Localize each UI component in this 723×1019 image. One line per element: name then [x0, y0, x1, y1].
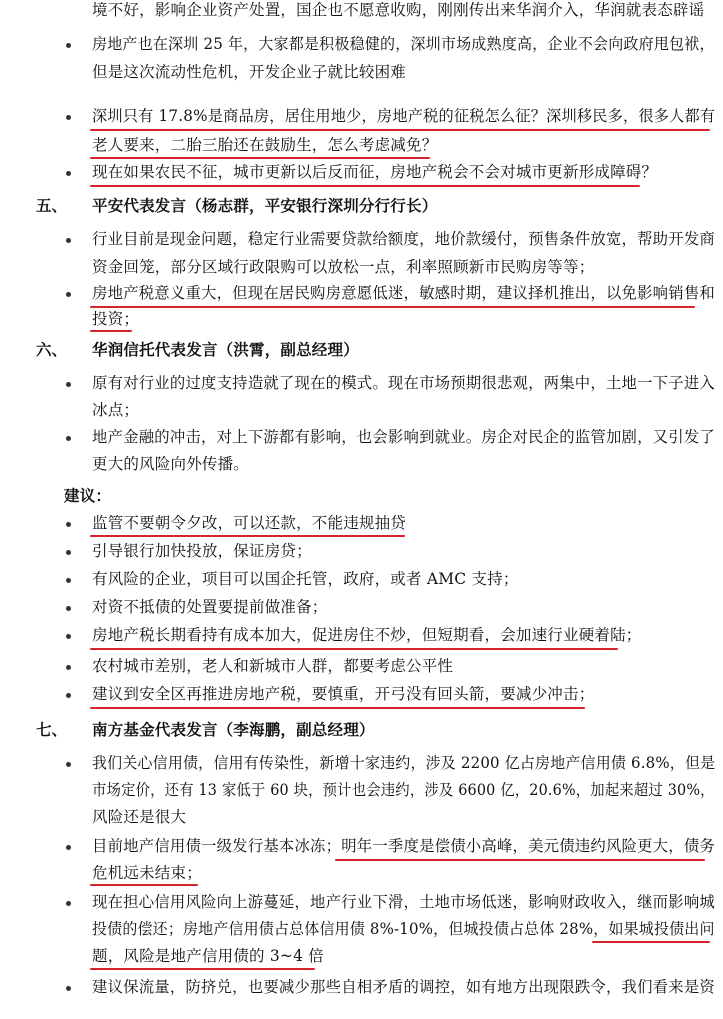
text-line: 投债的偿还；房地产信用债占总体信用债 8%-10%，但城投债占总体 28%，如果城投债出问: [92, 920, 715, 938]
bullet-icon: [66, 606, 71, 611]
section-number: 七、: [36, 720, 68, 739]
text-line: 但是这次流动性危机，开发企业子就比较困难: [92, 63, 407, 81]
bullet-icon: [66, 550, 71, 555]
text-line: 风险还是很大: [92, 808, 187, 826]
text-line: 深圳只有 17.8%是商品房，居住用地少，房地产税的征税怎么征？深圳移民多，很多人都有: [92, 107, 716, 125]
bullet-icon: [66, 115, 71, 120]
red-underline: [90, 884, 198, 886]
bullet-icon: [66, 901, 71, 906]
red-underline: [90, 306, 695, 308]
text-line: 境不好，影响企业资产处置，国企也不愿意收购，刚刚传出来华润介入，华润就表态辟谣: [92, 1, 705, 19]
text-line: 地产金融的冲击，对上下游都有影响，也会影响到就业。房企对民企的监管加剧，又引发了: [92, 428, 715, 446]
bullet-icon: [66, 292, 71, 297]
bullet-icon: [66, 522, 71, 527]
text-line: 有风险的企业，项目可以国企托管，政府，或者 AMC 支持；: [92, 570, 519, 588]
text-line: 监管不要朝令夕改，可以还款，不能违规抽贷: [92, 514, 407, 532]
text-line: 房地产也在深圳 25 年，大家都是积极稳健的，深圳市场成熟度高，企业不会向政府甩包袱，: [92, 35, 715, 53]
section-number: 五、: [36, 196, 68, 215]
bullet-icon: [66, 382, 71, 387]
section-heading: 平安代表发言（杨志群，平安银行深圳分行行长）: [92, 196, 438, 215]
bullet-icon: [66, 634, 71, 639]
text-line: 房地产税意义重大，但现在居民购房意愿低迷，敏感时期，建议择机推出，以免影响销售和: [92, 284, 715, 302]
red-underline: [90, 648, 618, 650]
bullet-icon: [66, 578, 71, 583]
bullet-icon: [66, 436, 71, 441]
text-line: 现在如果农民不征，城市更新以后反而征，房地产税会不会对城市更新形成障碍？: [92, 163, 658, 181]
text-line: 投资；: [92, 310, 140, 328]
text-line: 题，风险是地产信用债的 3~4 倍: [92, 947, 324, 965]
bullet-icon: [66, 693, 71, 698]
red-underline: [90, 330, 132, 332]
bullet-icon: [66, 238, 71, 243]
text-line: 建议到安全区再推进房地产税，要慎重，开弓没有回头箭，要减少冲击；: [92, 685, 595, 703]
red-underline: [90, 157, 430, 159]
text-line: 市场定价，还有 13 家低于 60 块，预计也会违约，涉及 6600 亿，20.6%，加起来超过 30%，: [92, 781, 715, 799]
red-underline: [90, 535, 405, 537]
text-line: 更大的风险向外传播。: [92, 455, 250, 473]
text-line: 现在担心信用风险向上游蔓延，地产行业下滑，土地市场低迷，影响财政收入，继而影响城: [92, 893, 715, 911]
text-line: 引导银行加快投放，保证房贷；: [92, 542, 312, 560]
red-underline: [335, 859, 705, 861]
subheading: 建议：: [64, 486, 112, 505]
text-line: 对资不抵债的处置要提前做准备；: [92, 598, 328, 616]
section-number: 六、: [36, 340, 68, 359]
text-line: 房地产税长期看持有成本加大，促进房住不炒，但短期看，会加速行业硬着陆；: [92, 626, 642, 644]
red-underline: [90, 707, 585, 709]
red-underline: [90, 968, 315, 970]
section-heading: 华润信托代表发言（洪霄，副总经理）: [92, 340, 359, 359]
text-line: 老人要来，二胎三胎还在鼓励生，怎么考虑减免？: [92, 136, 438, 154]
bullet-icon: [66, 986, 71, 991]
bullet-icon: [66, 43, 71, 48]
bullet-icon: [66, 171, 71, 176]
text-line: 资金回笼，部分区域行政限购可以放松一点，利率照顾新市民购房等等；: [92, 258, 595, 276]
text-line: 行业目前是现金问题，稳定行业需要贷款给额度，地价款缓付，预售条件放宽，帮助开发商: [92, 230, 715, 248]
bullet-icon: [66, 845, 71, 850]
red-underline: [90, 185, 640, 187]
bullet-icon: [66, 665, 71, 670]
red-underline: [592, 941, 710, 943]
bullet-icon: [66, 762, 71, 767]
section-heading: 南方基金代表发言（李海鹏，副总经理）: [92, 720, 375, 739]
text-line: 目前地产信用债一级发行基本冰冻；明年一季度是偿债小高峰，美元债违约风险更大，债务: [92, 837, 715, 855]
text-line: 农村城市差别，老人和新城市人群，都要考虑公平性: [92, 657, 454, 675]
text-line: 建议保流量，防挤兑，也要减少那些自相矛盾的调控，如有地方出现限跌令，我们看来是资: [92, 978, 715, 996]
text-line: 冰点；: [92, 401, 140, 419]
text-line: 原有对行业的过度支持造就了现在的模式。现在市场预期很悲观，两集中，土地一下子进入: [92, 374, 715, 392]
red-underline: [90, 129, 710, 131]
text-line: 我们关心信用债，信用有传染性，新增十家违约，涉及 2200 亿占房地产信用债 6.8%，但是: [92, 754, 716, 772]
text-line: 危机远未结束；: [92, 864, 202, 882]
